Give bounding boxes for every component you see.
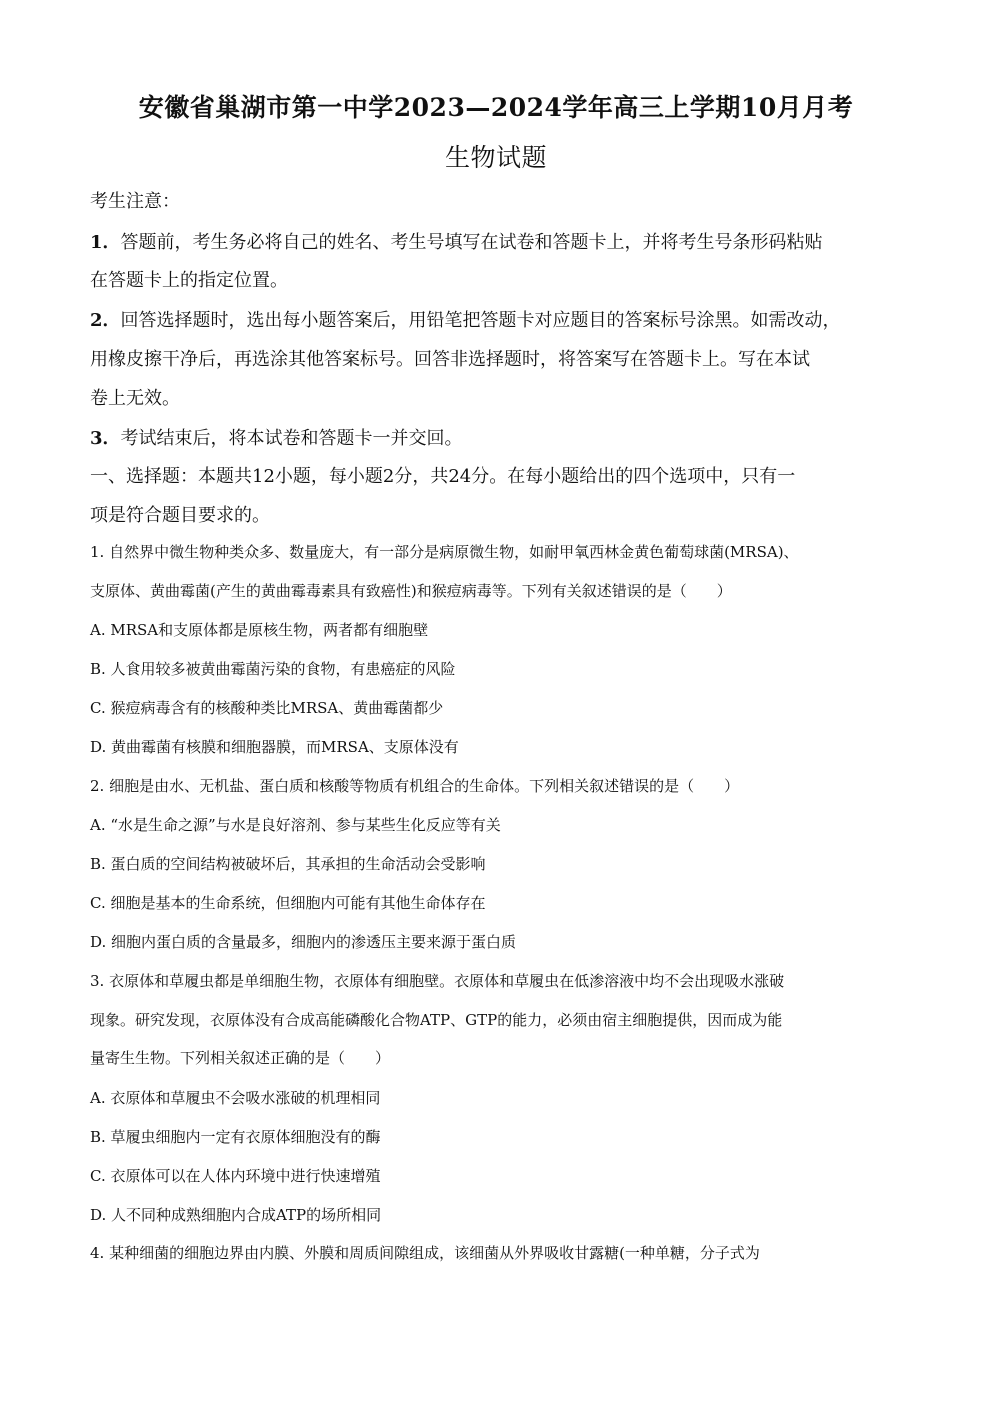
notice-item-1-number: 1． [90, 232, 121, 253]
notice-item-1-line-1: 1．答题前，考生务必将自己的姓名、考生号填写在试卷和答题卡上，并将考生号条形码粘贴 [90, 232, 823, 253]
q3-stem-line-2: 现象。研究发现，衣原体没有合成高能磷酸化合物ATP、GTP的能力，必须由宿主细胞提供，因而成为能 [90, 1011, 783, 1029]
q1-option-c: C. 猴痘病毒含有的核酸种类比MRSA、黄曲霉菌都少 [90, 699, 444, 717]
notice-item-1-line-2: 在答题卡上的指定位置。 [90, 270, 288, 291]
q3-option-b: B. 草履虫细胞内一定有衣原体细胞没有的酶 [90, 1128, 381, 1146]
q3-stem-line-3: 量寄生生物。下列相关叙述正确的是（ ） [90, 1049, 391, 1067]
q2-option-a: A. “水是生命之源”与水是良好溶剂、参与某些生化反应等有关 [90, 816, 501, 834]
q1-option-b: B. 人食用较多被黄曲霉菌污染的食物，有患癌症的风险 [90, 660, 456, 678]
notice-item-3-number: 3． [90, 428, 121, 449]
q2-stem-line-1: 2. 细胞是由水、无机盐、蛋白质和核酸等物质有机组合的生命体。下列相关叙述错误的是（ ） [90, 777, 740, 795]
notice-item-2-line-2: 用橡皮擦干净后，再选涂其他答案标号。回答非选择题时，将答案写在答题卡上。写在本试 [90, 349, 810, 370]
notice-item-2-line-3: 卷上无效。 [90, 388, 180, 409]
q1-stem-line-1: 1. 自然界中微生物种类众多、数量庞大，有一部分是病原微生物，如耐甲氧西林金黄色葡萄球菌(MRSA)、 [90, 543, 799, 561]
q1-option-a: A. MRSA和支原体都是原核生物，两者都有细胞壁 [90, 621, 429, 639]
q2-option-c: C. 细胞是基本的生命系统，但细胞内可能有其他生命体存在 [90, 894, 486, 912]
notice-item-2-number: 2． [90, 310, 121, 331]
section-heading-line-1: 一、选择题：本题共12小题，每小题2分，共24分。在每小题给出的四个选项中，只有一 [90, 466, 796, 487]
q3-option-c: C. 衣原体可以在人体内环境中进行快速增殖 [90, 1167, 381, 1185]
q2-option-d: D. 细胞内蛋白质的含量最多，细胞内的渗透压主要来源于蛋白质 [90, 933, 517, 951]
q2-option-b: B. 蛋白质的空间结构被破坏后，其承担的生命活动会受影响 [90, 855, 486, 873]
exam-title: 安徽省巢湖市第一中学2023—2024学年高三上学期10月月考 [138, 93, 854, 122]
notice-item-3-line-1: 3．考试结束后，将本试卷和答题卡一并交回。 [90, 428, 463, 449]
q3-option-a: A. 衣原体和草履虫不会吸水涨破的机理相同 [90, 1089, 381, 1107]
q3-option-d: D. 人不同种成熟细胞内合成ATP的场所相同 [90, 1206, 382, 1224]
exam-subtitle: 生物试题 [444, 143, 547, 172]
q1-option-d: D. 黄曲霉菌有核膜和细胞器膜，而MRSA、支原体没有 [90, 738, 459, 756]
q4-stem-line-1: 4. 某种细菌的细胞边界由内膜、外膜和周质间隙组成，该细菌从外界吸收甘露糖(一种单糖，分子式为 [90, 1244, 760, 1262]
section-heading-line-2: 项是符合题目要求的。 [90, 505, 270, 526]
q3-stem-line-1: 3. 衣原体和草履虫都是单细胞生物，衣原体有细胞壁。衣原体和草履虫在低渗溶液中均不会出现吸水涨破 [90, 972, 785, 990]
q1-stem-line-2: 支原体、黄曲霉菌(产生的黄曲霉毒素具有致癌性)和猴痘病毒等。下列有关叙述错误的是（ ） [90, 582, 732, 600]
notice-item-2-line-1: 2．回答选择题时，选出每小题答案后，用铅笔把答题卡对应题目的答案标号涂黑。如需改动， [90, 310, 841, 331]
notice-heading: 考生注意： [90, 191, 180, 212]
